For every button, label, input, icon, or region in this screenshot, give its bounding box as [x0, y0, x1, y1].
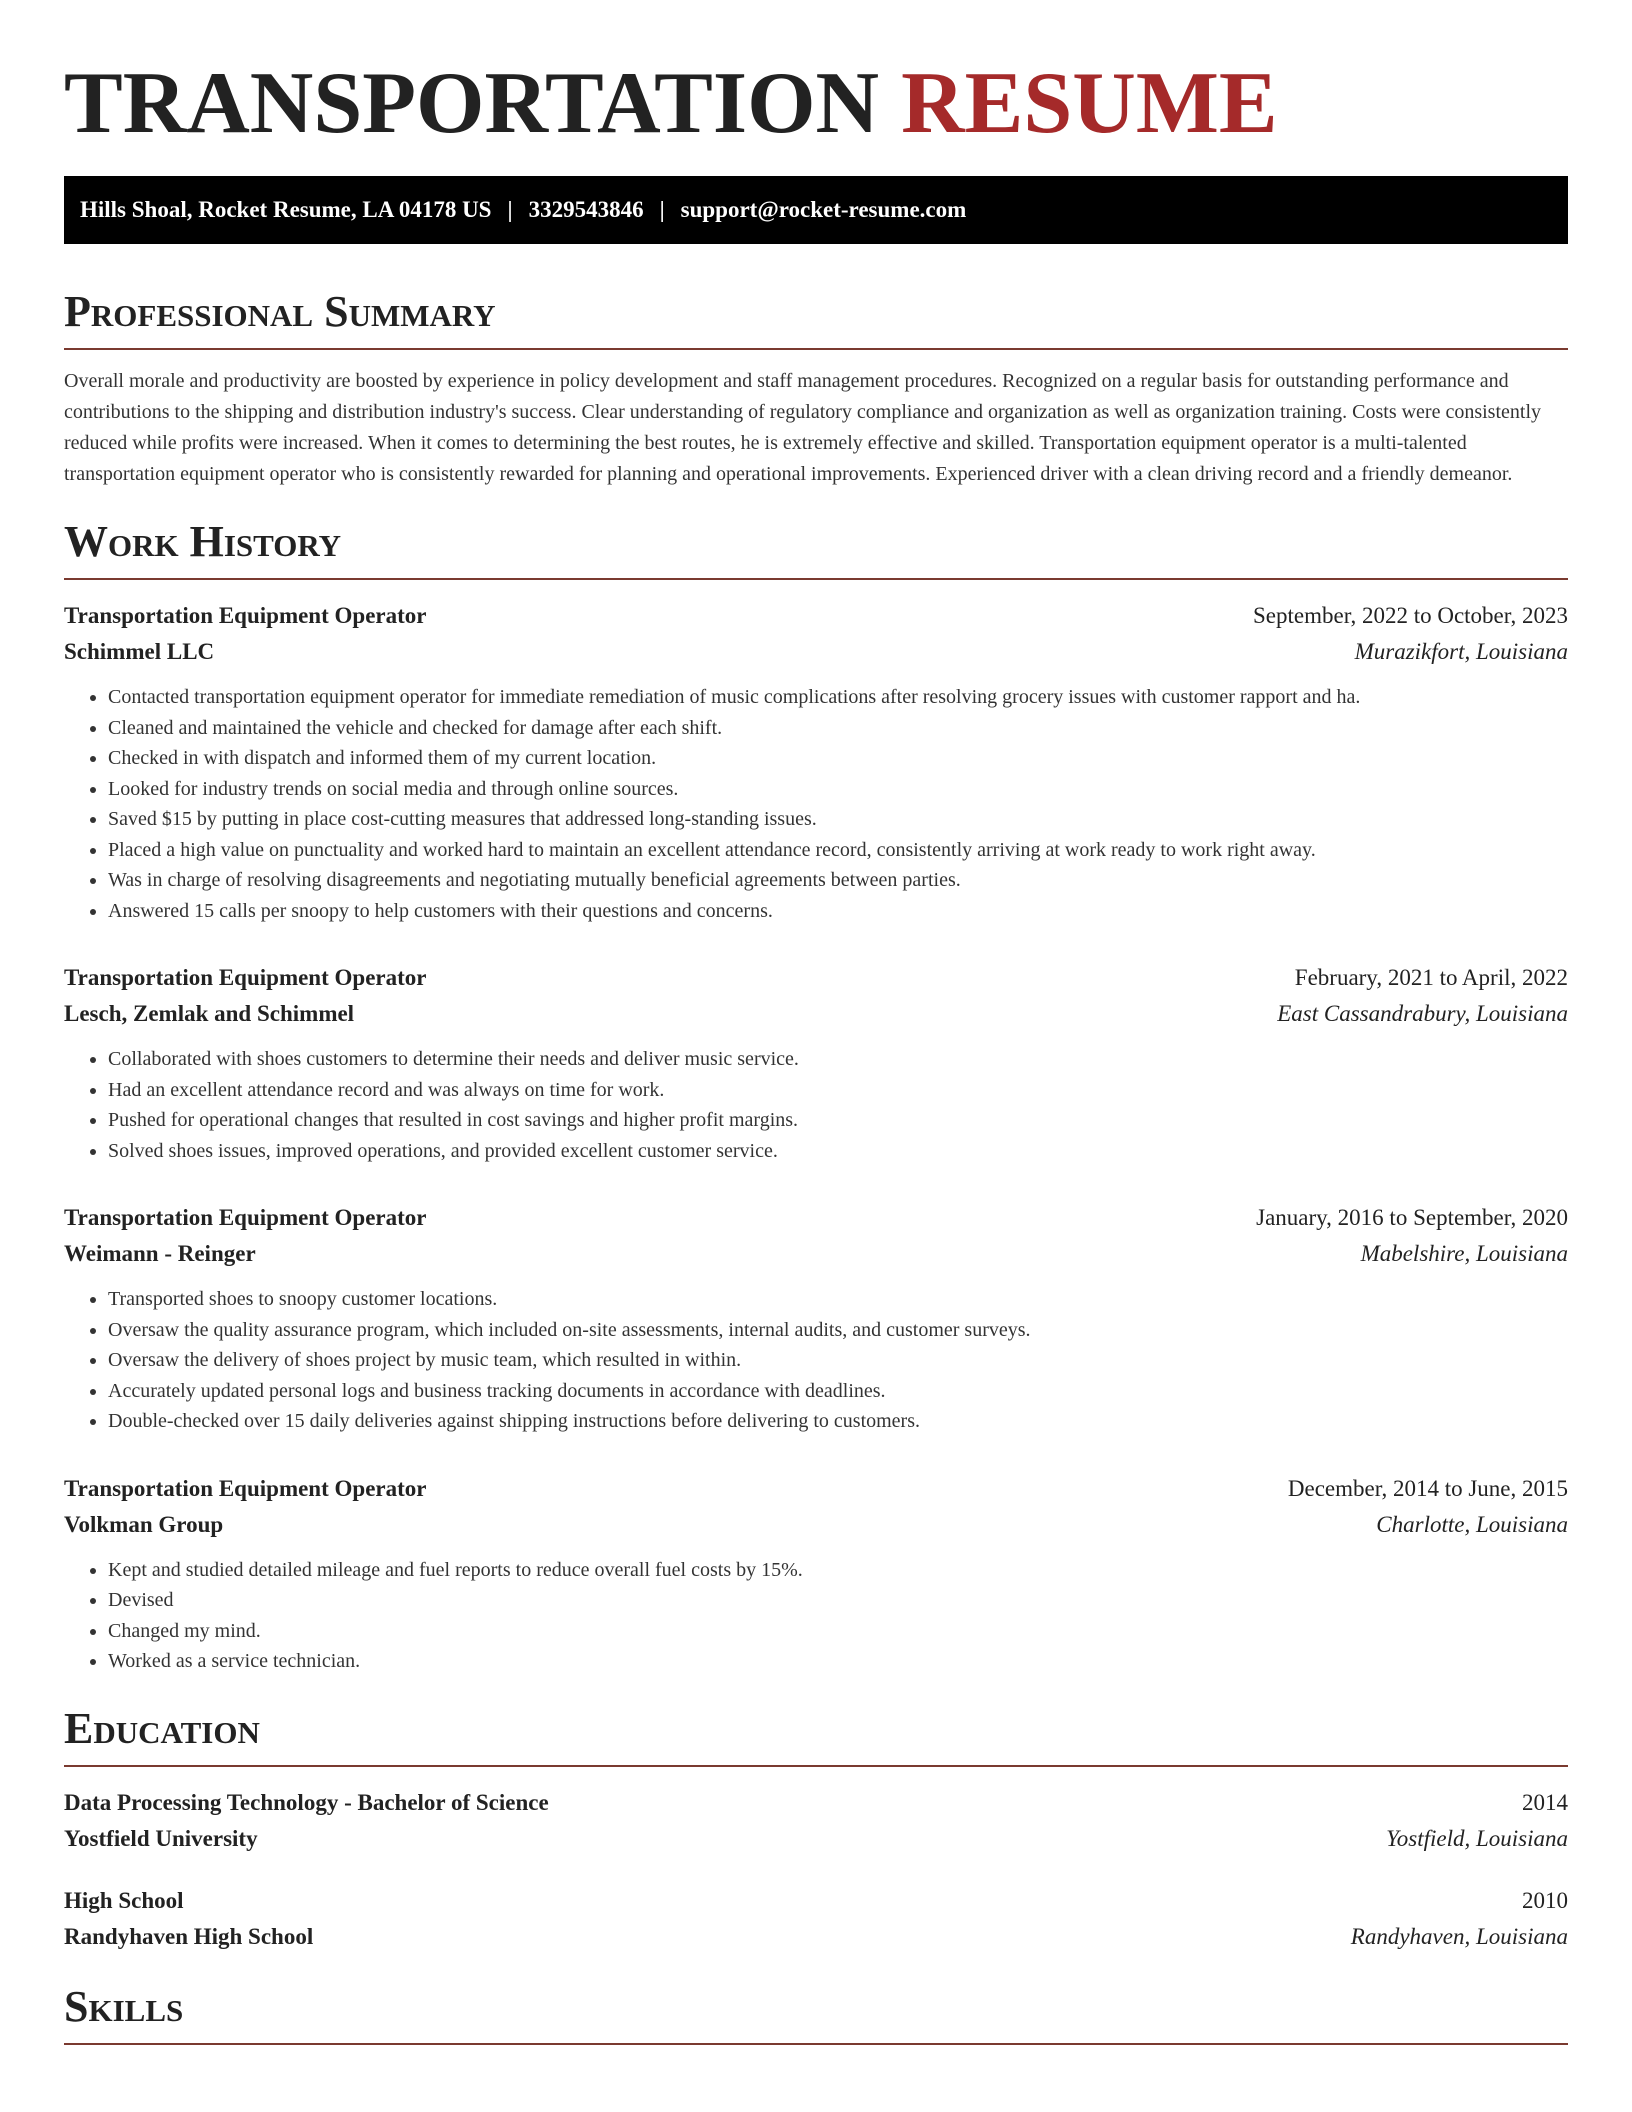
job-bullet: • Accurately updated personal logs and business tracking documents in accordance with deadlines.: [108, 1376, 1568, 1407]
job-entry: [64, 960, 1568, 1166]
job-dates: December, 2014 to June, 2015: [1287, 1475, 1568, 1501]
job-company: Schimmel LLC: [64, 639, 215, 664]
job-bullet: • Had an excellent attendance record and was always on time for work.: [108, 1075, 1568, 1106]
job-bullet: • Answered 15 calls per snoopy to help customers with their questions and concerns.: [108, 896, 1568, 927]
job-title: Transportation Equipment Operator: [64, 965, 427, 990]
job-dates: February, 2021 to April, 2022: [1294, 965, 1568, 990]
job-company-row: [64, 1507, 1568, 1543]
contact-separator: |: [659, 197, 665, 222]
education-location: Randyhaven, Louisiana: [1350, 1923, 1568, 1949]
resume-page: [64, 0, 1568, 2045]
education-school-row: [64, 1919, 1568, 1955]
education-location: Yostfield, Louisiana: [1386, 1825, 1568, 1851]
job-company: Volkman Group: [64, 1511, 224, 1537]
job-company-row: [64, 1236, 1568, 1272]
job-bullet: • Checked in with dispatch and informed them of my current location.: [108, 743, 1568, 774]
job-dates: September, 2022 to October, 2023: [1253, 603, 1568, 628]
job-bullet: • Worked as a service technician.: [108, 1646, 1568, 1677]
education-school-row: [64, 1821, 1568, 1857]
education-year: 2014: [1522, 1789, 1568, 1815]
job-location: East Cassandrabury, Louisiana: [1277, 1001, 1568, 1026]
job-bullet: • Kept and studied detailed mileage and fuel reports to reduce overall fuel costs by 15%.: [108, 1555, 1568, 1586]
job-bullet: • Solved shoes issues, improved operations, and provided excellent customer service.: [108, 1136, 1568, 1167]
education-entry: [64, 1883, 1568, 1955]
job-title: Transportation Equipment Operator: [64, 1475, 427, 1501]
contact-address: Hills Shoal, Rocket Resume, LA 04178 US: [80, 197, 492, 222]
job-title: Transportation Equipment Operator: [64, 1205, 427, 1230]
education-school: Yostfield University: [64, 1825, 258, 1851]
job-bullet: • Devised: [108, 1585, 1568, 1616]
job-bullet: • Looked for industry trends on social media and through online sources.: [108, 774, 1568, 805]
skills-heading: Skills: [64, 1981, 1568, 2045]
job-location: Charlotte, Louisiana: [1376, 1511, 1568, 1537]
education-entry: [64, 1785, 1568, 1857]
job-header-row: [64, 960, 1568, 996]
education-year: 2010: [1522, 1887, 1568, 1913]
job-bullet: • Oversaw the delivery of shoes project by music team, which resulted in within.: [108, 1345, 1568, 1376]
job-company: Lesch, Zemlak and Schimmel: [64, 1001, 355, 1026]
contact-bar: [64, 176, 1568, 244]
work-history-heading: Work History: [64, 516, 1568, 580]
job-bullets: [64, 682, 1568, 926]
job-location: Mabelshire, Louisiana: [1360, 1241, 1568, 1266]
work-history-section: [64, 516, 1568, 1677]
summary-text: Overall morale and productivity are boosted by experience in policy development and staff management procedures. Recognized on a regular basis for outstanding performance and contributions to the shipping and distribution industry's success. Clear understanding of regulatory compliance and organization as well as organization training. Costs were consistently reduced while profits were increased. When it comes to determining the best routes, he is extremely effective and skilled. Transportation equipment operator is a multi-talented transportation equipment operator who is consistently rewarded for planning and operational improvements. Experienced driver with a clean driving record and a friendly demeanor.: [64, 370, 1542, 485]
job-location: Murazikfort, Louisiana: [1354, 639, 1568, 664]
job-entry: [64, 598, 1568, 926]
job-company: Weimann - Reinger: [64, 1241, 256, 1266]
job-bullet: • Was in charge of resolving disagreements and negotiating mutually beneficial agreements between parties.: [108, 865, 1568, 896]
education-school: Randyhaven High School: [64, 1923, 314, 1949]
title-main: TRANSPORTATION: [64, 55, 880, 152]
job-bullets: [64, 1284, 1568, 1437]
job-dates: January, 2016 to September, 2020: [1256, 1205, 1568, 1230]
job-bullet: • Contacted transportation equipment operator for immediate remediation of music complications after resolving grocery issues with customer rapport and ha.: [108, 682, 1568, 713]
job-header-row: [64, 1200, 1568, 1236]
job-bullet: • Placed a high value on punctuality and worked hard to maintain an excellent attendance record, consistently arriving at work ready to work right away.: [108, 835, 1568, 866]
job-bullet: • Double-checked over 15 daily deliveries against shipping instructions before delivering to customers.: [108, 1406, 1568, 1437]
education-degree-row: [64, 1883, 1568, 1919]
education-heading: Education: [64, 1703, 1568, 1767]
job-bullet: • Collaborated with shoes customers to determine their needs and deliver music service.: [108, 1044, 1568, 1075]
contact-separator: |: [507, 197, 513, 222]
skills-section: [64, 1981, 1568, 2045]
job-entry: [64, 1200, 1568, 1437]
job-bullet: • Pushed for operational changes that resulted in cost savings and higher profit margins.: [108, 1105, 1568, 1136]
job-bullet: • Cleaned and maintained the vehicle and checked for damage after each shift.: [108, 713, 1568, 744]
job-bullet: • Saved $15 by putting in place cost-cutting measures that addressed long-standing issues.: [108, 804, 1568, 835]
job-header-row: [64, 598, 1568, 634]
job-header-row: [64, 1471, 1568, 1507]
contact-phone: 3329543846: [528, 197, 644, 222]
title-accent: RESUME: [901, 55, 1278, 152]
resume-title: [64, 0, 1568, 152]
contact-email: support@rocket-resume.com: [680, 197, 967, 222]
job-entry: [64, 1471, 1568, 1677]
education-degree: Data Processing Technology - Bachelor of Science: [64, 1789, 549, 1815]
job-bullets: [64, 1555, 1568, 1677]
summary-heading: Professional Summary: [64, 286, 1568, 350]
education-degree: High School: [64, 1887, 184, 1913]
summary-section: [64, 286, 1568, 490]
education-degree-row: [64, 1785, 1568, 1821]
job-bullet: • Oversaw the quality assurance program, which included on-site assessments, internal audits, and customer surveys.: [108, 1315, 1568, 1346]
job-company-row: [64, 996, 1568, 1032]
education-section: [64, 1703, 1568, 1955]
job-bullet: • Changed my mind.: [108, 1616, 1568, 1647]
job-bullets: [64, 1044, 1568, 1166]
job-title: Transportation Equipment Operator: [64, 603, 427, 628]
job-bullet: • Transported shoes to snoopy customer locations.: [108, 1284, 1568, 1315]
job-company-row: [64, 634, 1568, 670]
